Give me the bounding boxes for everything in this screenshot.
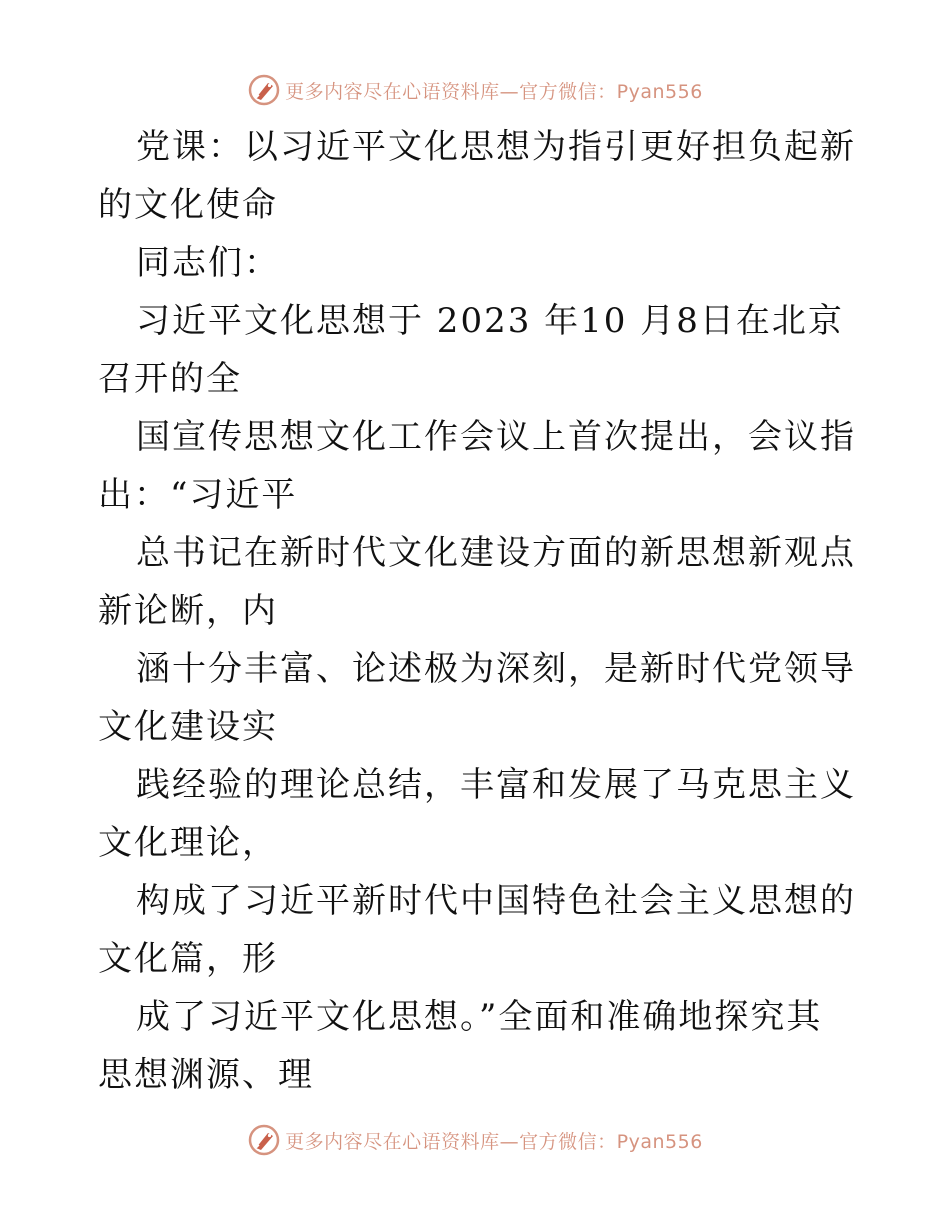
body-paragraph: 构成了习近平新时代中国特色社会主义思想的文化篇，形 [98, 881, 856, 979]
body-paragraph: 总书记在新时代文化建设方面的新思想新观点新论断，内 [98, 533, 856, 631]
document-body [98, 118, 858, 1104]
body-paragraph: 成了习近平文化思想。”全面和准确地探究其思想渊源、理 [98, 997, 823, 1095]
header-watermark [0, 70, 950, 110]
body-paragraph: 国宣传思想文化工作会议上首次提出，会议指出：“习近平 [98, 417, 856, 515]
body-paragraph: 践经验的理论总结，丰富和发展了马克思主义文化理论， [98, 765, 856, 863]
watermark-text: 更多内容尽在心语资料库—官方微信：Pyan556 [285, 1130, 703, 1153]
pen-nib-logo-icon [247, 73, 281, 107]
salutation: 同志们： [136, 243, 280, 283]
document-title: 党课：以习近平文化思想为指引更好担负起新的文化使命 [98, 127, 856, 225]
footer-watermark [0, 1120, 950, 1160]
body-paragraph: 涵十分丰富、论述极为深刻，是新时代党领导文化建设实 [98, 649, 856, 747]
body-paragraph: 习近平文化思想于 2023 年10 月8日在北京召开的全 [98, 301, 844, 399]
watermark-text: 更多内容尽在心语资料库—官方微信：Pyan556 [285, 80, 703, 103]
pen-nib-logo-icon [247, 1123, 281, 1157]
